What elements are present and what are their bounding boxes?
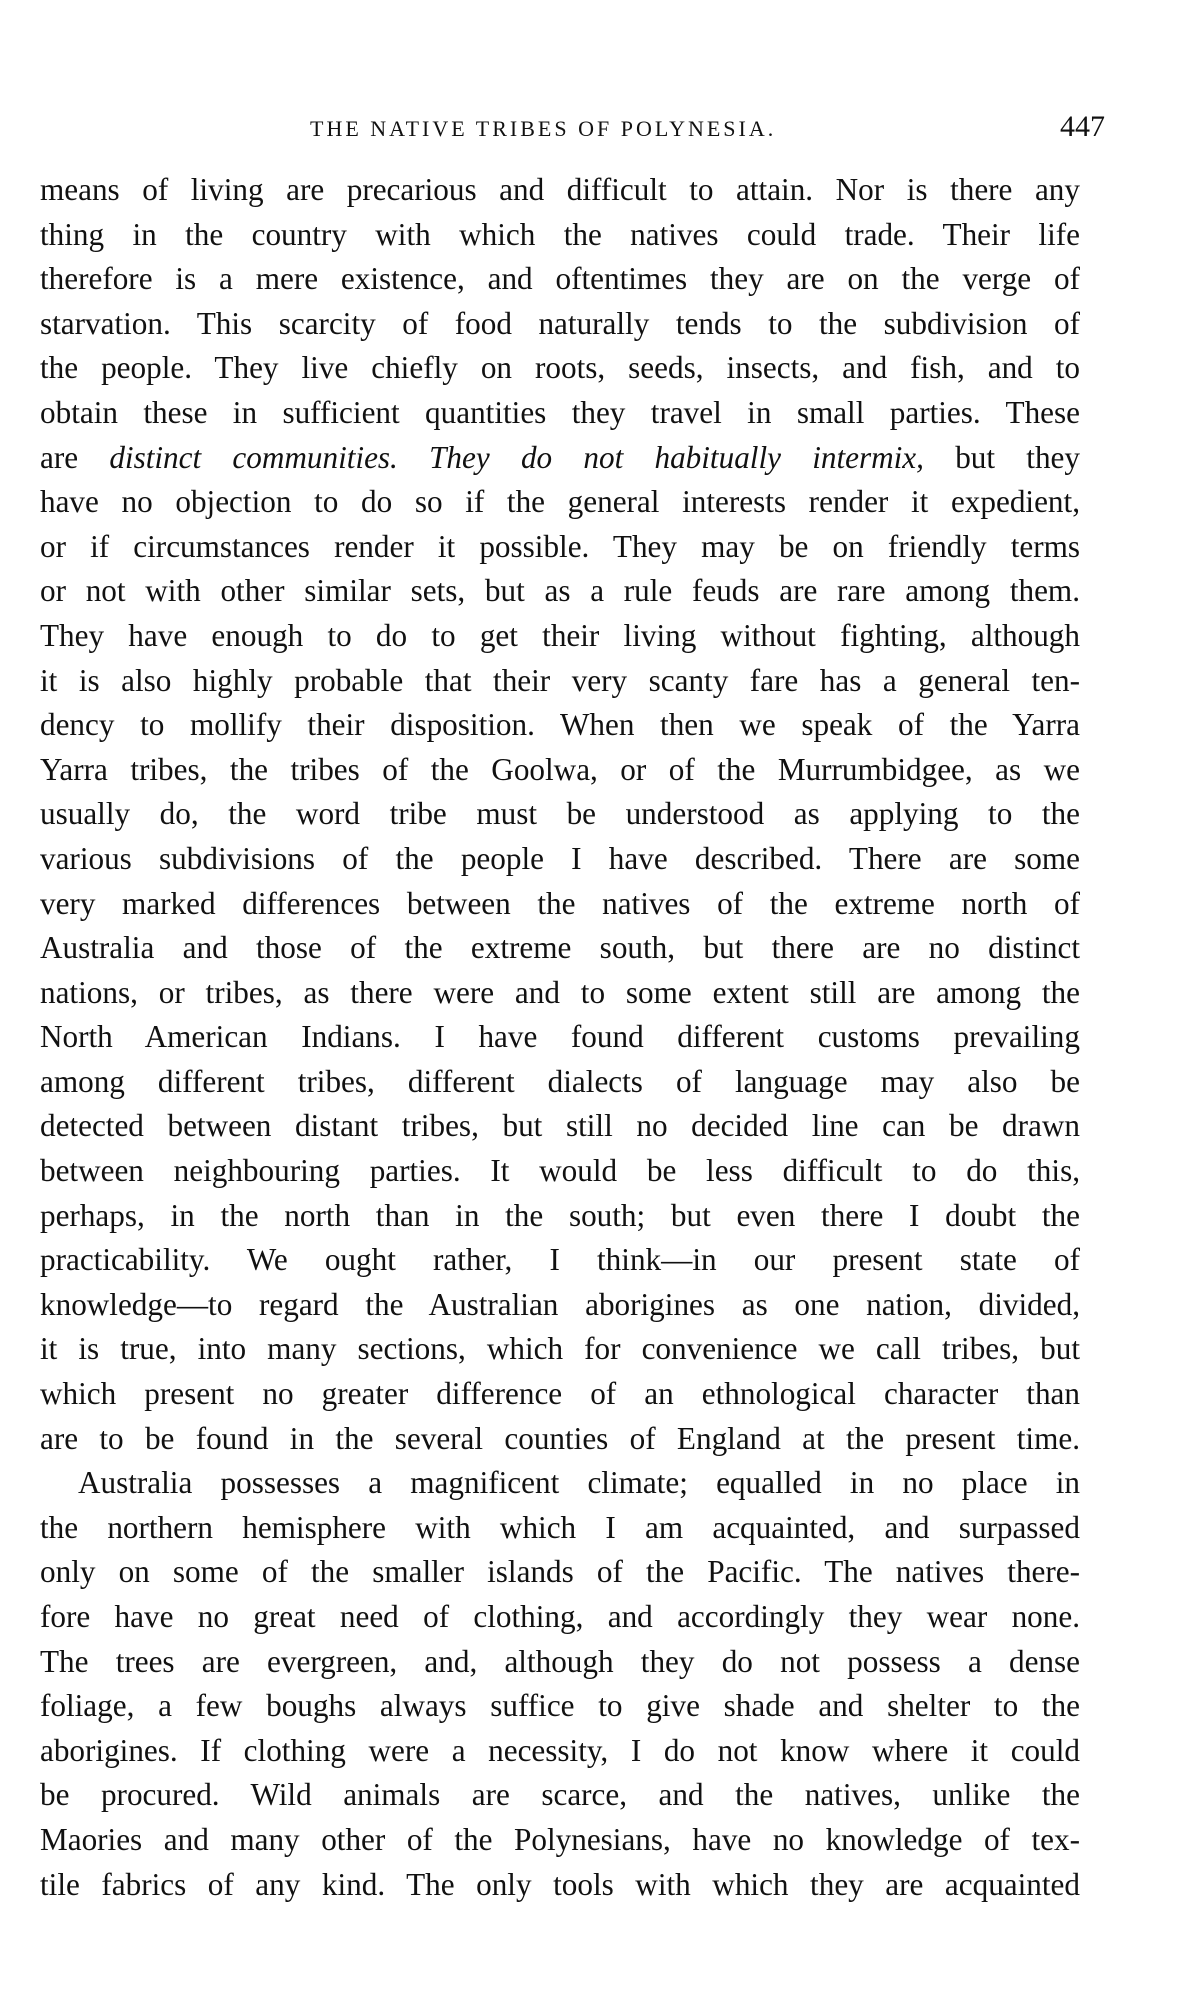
line-text: are to be found in the several counties of England at the present time. (40, 1420, 1080, 1456)
text-line (40, 1104, 1080, 1149)
paragraph (40, 1461, 1080, 1907)
line-text: very marked differences between the natives of the extreme north of (40, 885, 1080, 921)
line-text: starvation. This scarcity of food naturally tends to the subdivision of (40, 305, 1080, 341)
line-text: aborigines. If clothing were a necessity, I do not know where it could (40, 1732, 1080, 1768)
text-line (40, 792, 1080, 837)
line-text: therefore is a mere existence, and oftentimes they are on the verge of (40, 261, 1080, 297)
line-text: The trees are evergreen, and, although they do not possess a dense (40, 1643, 1080, 1679)
text-line (40, 1863, 1080, 1908)
text-line (40, 1729, 1080, 1774)
text-line (40, 1818, 1080, 1863)
line-text: thing in the country with which the natives could trade. Their life (40, 216, 1080, 252)
line-text: various subdivisions of the people I have described. There are some (40, 840, 1080, 876)
line-text: the northern hemisphere with which I am acquainted, and surpassed (40, 1509, 1080, 1545)
text-line (40, 436, 1080, 481)
text-line (40, 1417, 1080, 1462)
line-text: among different tribes, different dialects of language may also be (40, 1063, 1080, 1099)
line-text: Maories and many other of the Polynesians, have no knowledge of tex- (40, 1821, 1080, 1857)
text-line (40, 1506, 1080, 1551)
text-line (40, 1773, 1080, 1818)
line-text: are (40, 439, 110, 475)
line-text: which present no greater difference of an ethnological character than (40, 1376, 1080, 1412)
line-text: fore have no great need of clothing, and accordingly they wear none. (40, 1599, 1080, 1634)
text-line (40, 1194, 1080, 1239)
text-line (40, 1238, 1080, 1283)
text-line (40, 1015, 1080, 1060)
text-line (40, 1149, 1080, 1194)
text-line (40, 302, 1080, 347)
line-text: the people. They live chiefly on roots, seeds, insects, and fish, and to (40, 350, 1080, 386)
line-text: but they (923, 439, 1080, 475)
text-line (40, 1060, 1080, 1105)
line-text: it is also highly probable that their very scanty fare has a general ten- (40, 662, 1080, 698)
line-text: Australia and those of the extreme south, but there are no distinct (40, 930, 1080, 966)
text-line (40, 1372, 1080, 1417)
body-text (40, 168, 1080, 1907)
text-line (40, 213, 1080, 258)
text-line (40, 346, 1080, 391)
line-text: nations, or tribes, as there were and to some extent still are among the (40, 974, 1080, 1010)
text-line (40, 1550, 1080, 1595)
line-text: foliage, a few boughs always suffice to give shade and shelter to the (40, 1688, 1080, 1724)
line-text: usually do, the word tribe must be understood as applying to the (40, 796, 1080, 832)
text-line (40, 1327, 1080, 1372)
page-number: 447 (1060, 110, 1105, 143)
text-line (40, 1595, 1080, 1640)
line-text: Yarra tribes, the tribes of the Goolwa, or of the Murrumbidgee, as we (40, 751, 1080, 787)
text-line (40, 1684, 1080, 1729)
line-text: dency to mollify their disposition. When then we speak of the Yarra (40, 707, 1080, 743)
text-line (40, 659, 1080, 704)
text-line (40, 168, 1080, 213)
text-line (40, 569, 1080, 614)
line-text: Australia possesses a magnificent climate; equalled in no place in (78, 1465, 1080, 1501)
text-line (40, 1461, 1080, 1506)
text-line (40, 525, 1080, 570)
running-title: THE NATIVE TRIBES OF POLYNESIA. (310, 116, 777, 141)
line-text: means of living are precarious and difficult to attain. Nor is there any (40, 172, 1080, 207)
line-text: or not with other similar sets, but as a rule feuds are rare among them. (40, 573, 1080, 609)
text-line (40, 1283, 1080, 1328)
text-line (40, 614, 1080, 659)
line-text: North American Indians. I have found different customs prevailing (40, 1019, 1080, 1055)
text-line (40, 257, 1080, 302)
line-text: only on some of the smaller islands of the Pacific. The natives there- (40, 1554, 1080, 1590)
line-text: be procured. Wild animals are scarce, and the natives, unlike the (40, 1777, 1080, 1813)
line-text: between neighbouring parties. It would be less difficult to do this, (40, 1153, 1080, 1189)
text-line (40, 1640, 1080, 1685)
line-text: it is true, into many sections, which for convenience we call tribes, but (40, 1331, 1080, 1367)
line-text: perhaps, in the north than in the south; but even there I doubt the (40, 1197, 1080, 1233)
text-line (40, 837, 1080, 882)
line-text: knowledge—to regard the Australian aborigines as one nation, divided, (40, 1286, 1080, 1322)
paragraph (40, 168, 1080, 1461)
text-line (40, 926, 1080, 971)
line-text: or if circumstances render it possible. They may be on friendly terms (40, 528, 1080, 564)
text-line (40, 480, 1080, 525)
line-text: practicability. We ought rather, I think—in our present state of (40, 1242, 1080, 1278)
italic-text: distinct communities. They do not habitually intermix, (109, 439, 924, 475)
line-text: obtain these in sufficient quantities they travel in small parties. These (40, 394, 1080, 430)
text-line (40, 971, 1080, 1016)
text-line (40, 703, 1080, 748)
line-text: detected between distant tribes, but still no decided line can be drawn (40, 1108, 1080, 1144)
line-text: tile fabrics of any kind. The only tools with which they are acquainted (40, 1866, 1080, 1902)
text-line (40, 391, 1080, 436)
text-line (40, 748, 1080, 793)
page-header (40, 110, 1105, 150)
text-line (40, 882, 1080, 927)
line-text: They have enough to do to get their living without fighting, although (40, 617, 1080, 653)
line-text: have no objection to do so if the general interests render it expedient, (40, 484, 1080, 520)
